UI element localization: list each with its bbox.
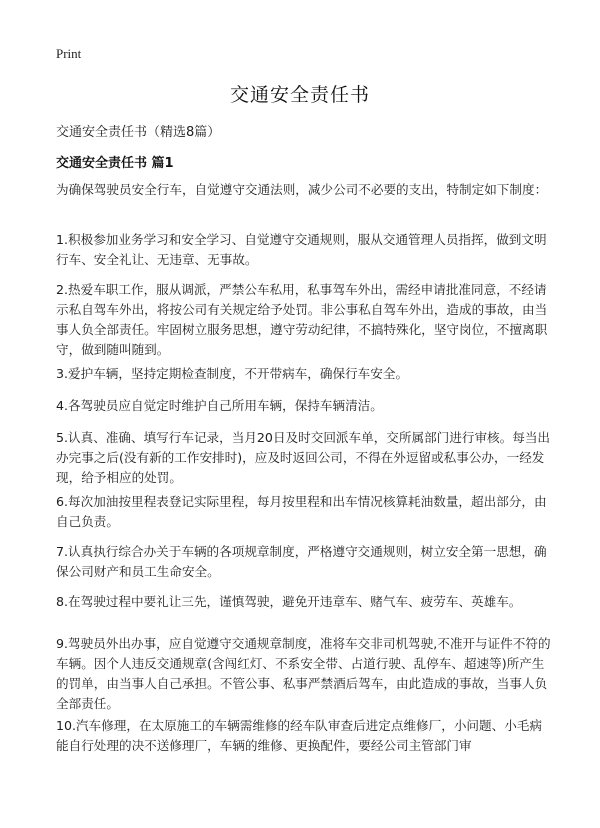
rule-paragraph-8: 8.在驾驶过程中要礼让三先，谨慎驾驶，避免开违章车、赌气车、疲劳车、英雄车。 [56, 594, 522, 609]
rule-paragraph-3: 3.爱护车辆，坚持定期检查制度，不开带病车，确保行车安全。 [56, 366, 409, 381]
rule-paragraph-2: 2.热爱车职工作，服从调派，严禁公车私用，私事驾车外出，需经申请批准同意，不经请示私自驾车外出，将按公司有关规定给予处罚。非公事私自驾车外出，造成的事故，由当事人负全部责任。牢固树立服务思想，遵守劳动纪律，不搞特殊化，坚守岗位，不擅离职守，做到随叫随到。 [56, 282, 548, 357]
rule-paragraph-7: 7.认真执行综合办关于车辆的各项规章制度，严格遵守交通规则，树立安全第一思想，确保公司财产和员工生命安全。 [56, 544, 547, 579]
page-title: 交通安全责任书 [229, 84, 370, 106]
rule-paragraph-5: 5.认真、准确、填写行车记录，当月20日及时交回派车单，交所属部门进行审核。每当出办完事之后(没有新的工作安排时)，应及时返回公司，不得在外逗留或私事公办，一经发现，给予相应的处罚。 [56, 430, 551, 485]
intro-paragraph: 为确保驾驶员安全行车，自觉遵守交通法则，减少公司不必要的支出，特制定如下制度： [56, 182, 548, 197]
rule-paragraph-6: 6.每次加油按里程表登记实际里程，每月按里程和出车情况核算耗油数量，超出部分，由自己负责。 [56, 494, 547, 529]
rule-paragraph-9: 9.驾驶员外出办事，应自觉遵守交通规章制度，准将车交非司机驾驶,不准开与证件不符的车辆。因个人违反交通规章(含闯红灯、不系安全带、占道行驶、乱停车、超速等)所产生的罚单，由当事人自己承担。不管公事、私事严禁酒后驾车，由此造成的事故，当事人负全部责任。 [56, 636, 551, 711]
rule-paragraph-10: 10.汽车修理，在太原施工的车辆需维修的经车队审查后进定点维修厂，小问题、小毛病能自行处理的决不送修理厂，车辆的维修、更换配件，要经公司主管部门审 [56, 718, 542, 753]
print-link[interactable]: Print [56, 46, 82, 61]
section-heading: 交通安全责任书 篇1 [56, 156, 174, 171]
rule-paragraph-4: 4.各驾驶员应自觉定时维护自己所用车辆，保持车辆清洁。 [56, 398, 383, 413]
rule-paragraph-1: 1.积极参加业务学习和安全学习、自觉遵守交通规则，服从交通管理人员指挥，做到文明行车、安全礼让、无违章、无事故。 [56, 232, 547, 267]
document-subtitle: 交通安全责任书（精选8篇） [56, 125, 221, 140]
